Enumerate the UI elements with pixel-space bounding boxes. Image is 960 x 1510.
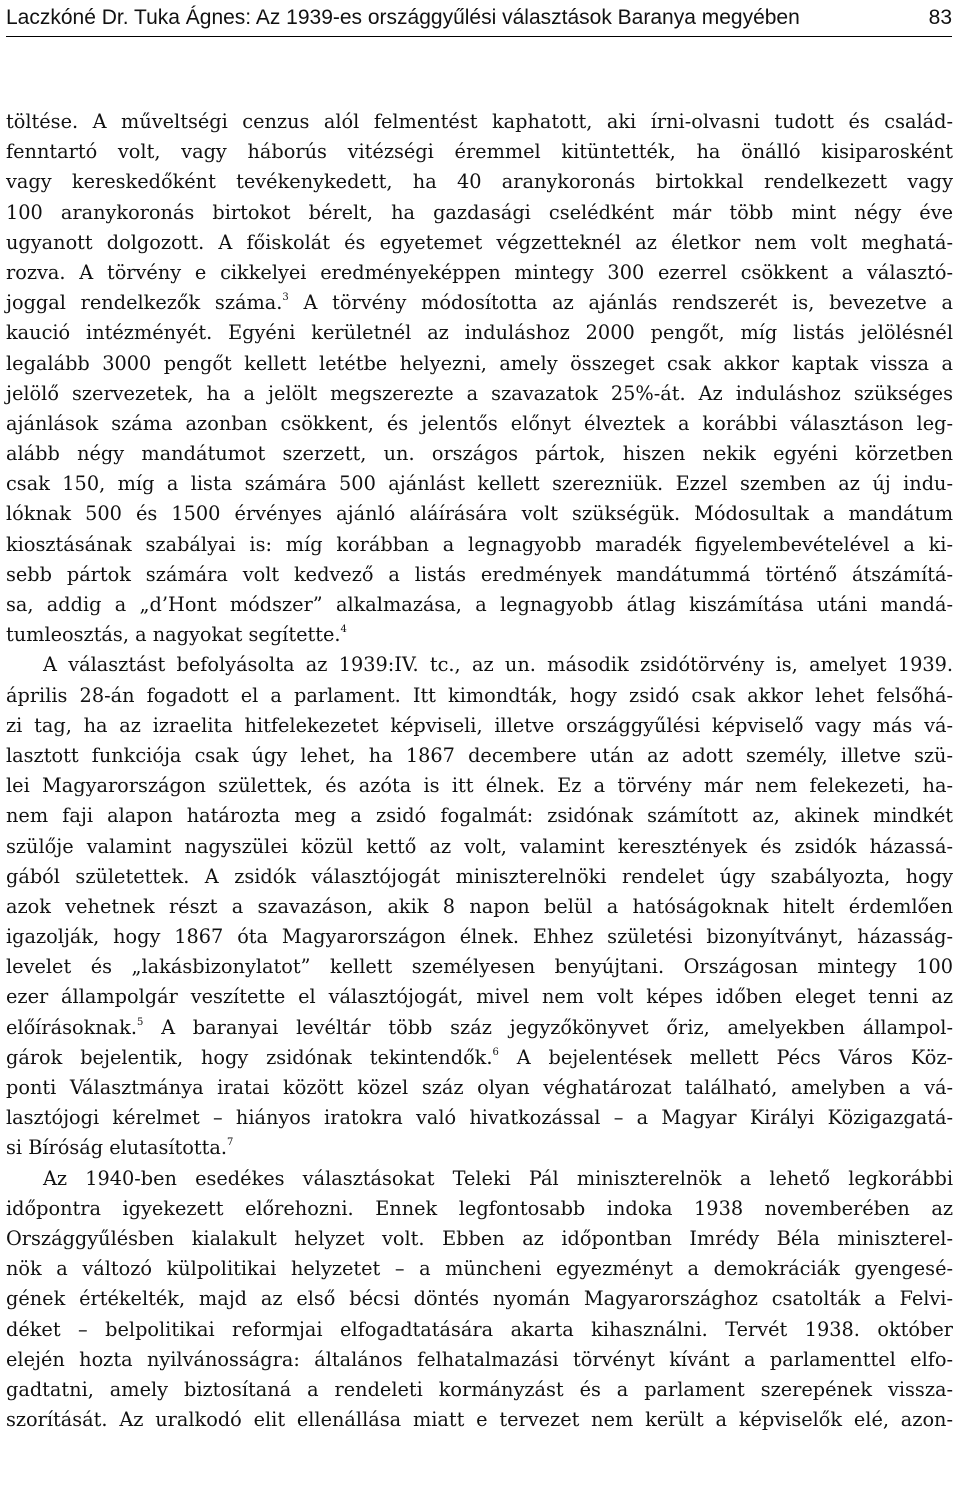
text-line-continuation: A bejelentések mellett Pécs Város Köz-	[498, 1045, 953, 1069]
text-line-content: előírásoknak.	[6, 1015, 137, 1039]
text-line-content: Az 1940-ben esedékes választásokat Teleki Pál miniszterelnök a lehető legkorábbi	[43, 1166, 953, 1190]
text-line	[6, 1013, 953, 1043]
text-line	[6, 1254, 953, 1284]
text-line-content: sebb pártok számára volt kedvező a listás eredmények mandátummá történő átszámítá-	[6, 562, 953, 586]
text-line-content: gából születettek. A zsidók választójogát miniszterelnöki rendelet úgy szabályozta, hogy	[6, 864, 953, 888]
text-line-content: ezer állampolgár veszítette el választójogát, mivel nem volt képes időben eleget tenni az	[6, 985, 953, 1009]
text-line	[6, 620, 953, 650]
text-line-content: zi tag, ha az izraelita hitfelekezetet képviseli, illetve országgyűlési képviselő vagy más vá-	[6, 713, 953, 737]
text-line	[6, 771, 953, 801]
text-line	[6, 1103, 953, 1133]
text-line-content: nem faji alapon határozta meg a zsidó fogalmát: zsidónak számított az, akinek mindkét	[6, 804, 953, 828]
text-line-content: szülője valamint nagyszülei közül kettő az volt, valamint keresztények és zsidók házassá-	[6, 834, 953, 858]
text-line	[6, 318, 953, 348]
text-line	[6, 167, 953, 197]
text-line	[6, 1375, 953, 1405]
text-line	[6, 288, 953, 318]
text-line-content: igazolják, hogy 1867 óta Magyarországon élnek. Ehhez születési bizonyítványt, házasság-	[6, 925, 953, 949]
text-line	[6, 1345, 953, 1375]
text-line-content: joggal rendelkezők száma.	[6, 291, 283, 315]
text-line	[6, 590, 953, 620]
text-line-content: Országgyűlésben kialakult helyzet volt. Ebben az időpontban Imrédy Béla miniszterel-	[6, 1226, 953, 1250]
text-line	[6, 379, 953, 409]
text-line	[6, 1073, 953, 1103]
text-line-content: április 28-án fogadott el a parlament. Itt kimondták, hogy zsidó csak akkor lehet felsőhá-	[6, 683, 953, 707]
text-line-content: jelölő szervezetek, ha a jelölt megszerezte a szavazatok 25%-át. Az induláshoz szükséges	[6, 381, 953, 405]
text-line	[6, 439, 953, 469]
text-line-content: fenntartó volt, vagy háborús vitézségi éremmel kitüntették, ha önálló kisiparosként	[6, 140, 953, 164]
text-line	[6, 1043, 953, 1073]
running-header-title: Laczkóné Dr. Tuka Ágnes: Az 1939-es országgyűlési választások Baranya megyében	[6, 6, 800, 29]
text-line-content: ponti Választmánya iratai között közel száz olyan véghatározat található, amelyben a vá-	[6, 1076, 953, 1099]
text-line-content: töltése. A műveltségi cenzus alól felmentést kaphatott, aki írni-olvasni tudott és család-	[6, 110, 953, 133]
text-line-content: elején hozta nyilvánosságra: általános felhatalmazási törvényt kívánt a parlamenttel elfo-	[6, 1347, 953, 1371]
text-line	[6, 1133, 953, 1163]
text-line-continuation: A baranyai levéltár több száz jegyzőkönyvet őriz, amelyekben állampol-	[143, 1015, 953, 1039]
footnote-reference[interactable]: 4	[340, 624, 347, 636]
footnote-reference[interactable]: 5	[136, 1016, 144, 1028]
text-line-content: kaució intézményét. Egyéni kerületnél az induláshoz 2000 pengőt, míg listás jelölésnél	[6, 321, 953, 345]
text-line-content: gárok bejelentik, hogy zsidónak tekintendők.	[6, 1045, 493, 1069]
text-line-content: nök a változó külpolitikai helyzetet – a müncheni egyezményt a demokráciák gyengesé-	[6, 1257, 953, 1281]
body-text	[6, 107, 953, 1435]
footnote-reference[interactable]: 3	[282, 292, 289, 304]
text-line	[6, 832, 953, 862]
text-line-content: gének értékelték, majd az első bécsi döntés nyomán Magyarországhoz csatolták a Felvi-	[6, 1287, 953, 1311]
text-line	[6, 892, 953, 922]
text-line-content: lei Magyarországon születtek, és azóta is itt élnek. Ez a törvény már nem felekezeti, ha-	[6, 774, 953, 798]
text-line-content: si Bíróság elutasította.	[6, 1136, 227, 1160]
text-line-content: ajánlások száma azonban csökkent, és jelentős előnyt élveztek a korábbi választáson leg-	[6, 411, 953, 435]
text-line-content: csak 150, míg a lista számára 500 ajánlást kellett szerezniük. Ezzel szemben az új indu-	[6, 472, 953, 496]
text-line-content: lasztott funkciója csak úgy lehet, ha 1867 decembere után az adott személy, illetve szü-	[6, 743, 953, 767]
text-line	[6, 228, 953, 258]
text-line-content: tumleosztás, a nagyokat segítette.	[6, 623, 341, 647]
text-line-content: ugyanott dolgozott. A főiskolát és egyetemet végzetteknél az életkor nem volt meghatá-	[6, 230, 953, 254]
text-line	[6, 499, 953, 529]
text-line	[6, 681, 953, 711]
text-line	[6, 711, 953, 741]
footnote-reference[interactable]: 7	[227, 1137, 234, 1149]
text-line	[6, 1224, 953, 1254]
text-line	[6, 137, 953, 167]
text-line-content: vagy kereskedőként tevékenykedett, ha 40 aranykoronás birtokkal rendelkezett vagy	[6, 170, 953, 194]
text-line	[6, 952, 953, 982]
text-line-content: legalább 3000 pengőt kellett letétbe helyezni, amely összeget csak akkor kaptak vissza a	[6, 351, 953, 375]
text-line	[6, 1315, 953, 1345]
text-line-content: kiosztásának szabályai is: míg korábban a legnagyobb maradék figyelembevételével a ki-	[6, 532, 953, 556]
text-line-content: időpontra igyekezett előrehozni. Ennek legfontosabb indoka 1938 novemberében az	[6, 1196, 953, 1220]
text-line-content: déket – belpolitikai reformjai elfogadtatására akarta kihasználni. Tervét 1938. október	[6, 1317, 953, 1341]
text-line	[6, 1164, 953, 1194]
text-line	[6, 862, 953, 892]
text-line	[6, 982, 953, 1012]
footnote-reference[interactable]: 6	[492, 1046, 499, 1058]
text-line-content: rozva. A törvény e cikkelyei eredményeképpen mintegy 300 ezerrel csökkent a választó-	[6, 260, 953, 284]
text-line	[6, 409, 953, 439]
text-line-content: A választást befolyásolta az 1939:IV. tc., az un. második zsidótörvény is, amelyet 1939.	[43, 653, 953, 677]
text-line	[6, 349, 953, 379]
text-line	[6, 1284, 953, 1314]
text-line	[6, 1405, 953, 1435]
text-line-continuation: A törvény módosította az ajánlás rendszerét is, bevezetve a	[288, 291, 953, 315]
text-line	[6, 1194, 953, 1224]
text-line	[6, 107, 953, 137]
text-line-content: szorítását. Az uralkodó elit ellenállása miatt e tervezet nem került a képviselők elé, azon-	[6, 1408, 953, 1432]
text-line-content: 100 aranykoronás birtokot bérelt, ha gazdasági cselédként már több mint négy éve	[6, 200, 953, 224]
running-header	[6, 6, 952, 37]
text-line	[6, 258, 953, 288]
text-line	[6, 198, 953, 228]
text-line-content: azok vehetnek részt a szavazáson, akik 8 napon belül a hatóságoknak hitelt érdemlően	[6, 894, 953, 918]
text-line	[6, 922, 953, 952]
text-line-content: gadtatni, amely biztosítaná a rendeleti kormányzást és a parlament szerepének vissza-	[6, 1377, 953, 1401]
page-number: 83	[928, 6, 952, 29]
text-line	[6, 650, 953, 680]
text-line	[6, 560, 953, 590]
text-line	[6, 801, 953, 831]
text-line-content: lóknak 500 és 1500 érvényes ajánló aláírására volt szükségük. Módosultak a mandátum	[6, 502, 953, 526]
text-line-content: sa, addig a „d’Hont módszer” alkalmazása, a legnagyobb átlag kiszámítása utáni mandá-	[6, 593, 953, 616]
text-line	[6, 469, 953, 499]
text-line-content: levelet és „lakásbizonylatot” kellett személyesen benyújtani. Országosan mintegy 100	[6, 955, 953, 979]
text-line-content: lasztójogi kérelmet – hiányos iratokra való hivatkozással – a Magyar Királyi Közigazgatá-	[6, 1106, 953, 1130]
text-line-content: alább négy mandátumot szerzett, un. országos pártok, hiszen nekik egyéni körzetben	[6, 442, 953, 466]
text-line	[6, 741, 953, 771]
text-line	[6, 530, 953, 560]
